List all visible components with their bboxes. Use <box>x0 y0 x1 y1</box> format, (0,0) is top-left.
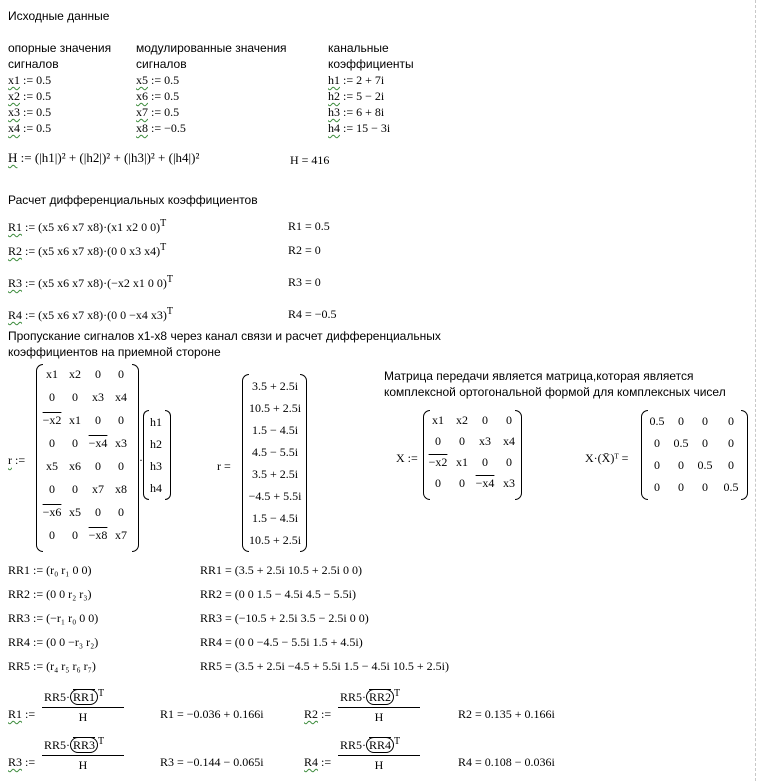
num-rr5: RR5· <box>44 738 71 752</box>
X-matrix-cell: x2 <box>456 413 468 427</box>
mod_signals-row <box>136 72 179 88</box>
mod_signals-row <box>136 88 179 104</box>
var-value: −0.5 <box>164 121 186 135</box>
heading-pass-2: коэффициентов на приемной стороне <box>8 345 221 359</box>
ref_signals-row <box>8 72 51 88</box>
var-value: 0.5 <box>36 89 52 103</box>
assign-op: := <box>321 707 332 721</box>
r-matrix-cell: x2 <box>69 367 81 381</box>
var-value: 15 − 3i <box>356 121 391 135</box>
diff-coeff-row <box>8 240 166 259</box>
RR-definition <box>8 610 98 626</box>
channel_coeffs-row <box>328 104 384 120</box>
var-name: x3 <box>8 105 20 119</box>
assign-op: := <box>343 89 354 103</box>
heading-input-data: Исходные данные <box>8 9 110 23</box>
col-ref-title-1: опорные значения <box>8 41 112 55</box>
diff-coeff-lhs: (x5 x6 x7 x8)· <box>38 244 108 258</box>
XXT-cell: 0 <box>678 458 684 472</box>
assign-op: := <box>321 755 332 769</box>
RR-def: (0 0 r₂ r₃) <box>46 587 92 601</box>
h-vector-cell: h2 <box>150 437 162 451</box>
r-matrix-cell: 0 <box>49 390 55 404</box>
r-matrix-cell: x7 <box>115 528 127 542</box>
assign-op: := <box>25 276 36 290</box>
H-definition: H := (|h1|)² + (|h2|)² + (|h3|)² + (|h4|)² <box>8 150 200 165</box>
X-matrix-cell: 0 <box>459 434 465 448</box>
RR-def: (r₀ r₁ 0 0) <box>46 563 92 577</box>
r-result-cell: 1.5 − 4.5i <box>251 511 299 525</box>
final-lhs <box>8 706 35 722</box>
assign-op: := <box>343 105 354 119</box>
mod_signals-row <box>136 104 179 120</box>
ref_signals-row <box>8 120 51 136</box>
XXT-cell: 0 <box>678 480 684 494</box>
var-name: x5 <box>136 73 148 87</box>
r-matrix-cell: 0 <box>49 482 55 496</box>
diff-coeff-vec: (0 0 x3 x4) <box>107 244 161 258</box>
r-matrix-cell: 0 <box>72 482 78 496</box>
fraction-bar <box>42 707 124 708</box>
X-matrix-cell: −x4 <box>475 476 495 490</box>
var-name: x4 <box>8 121 20 135</box>
r-result-cell: 1.5 − 4.5i <box>251 423 299 437</box>
diff-coeff-row <box>8 216 166 235</box>
RR-def: (−r₁ r₀ 0 0) <box>46 611 99 625</box>
num-rr5: RR5· <box>340 690 367 704</box>
assign-op: := <box>33 611 44 625</box>
r-matrix-cell: 0 <box>118 413 124 427</box>
RR-definition <box>8 634 98 650</box>
channel_coeffs-row <box>328 120 390 136</box>
r-matrix-cell: −x2 <box>42 413 62 427</box>
r-result-cell: −4.5 + 5.5i <box>248 489 302 503</box>
heading-pass-1: Пропускание сигналов x1-x8 через канал связи и расчет дифференциальных <box>8 329 441 343</box>
final-result: R2 = 0.135 + 0.166i <box>458 707 555 721</box>
X-matrix-cell: x4 <box>503 434 515 448</box>
var-name: x2 <box>8 89 20 103</box>
X-matrix-cell: x3 <box>479 434 491 448</box>
r-matrix-label: r := <box>8 453 26 467</box>
var-value: 0.5 <box>36 73 52 87</box>
diff-coeff-vec: (−x2 x1 0 0) <box>107 276 167 290</box>
assign-op: := <box>23 121 34 135</box>
assign-op: := <box>33 635 44 649</box>
diff-coeff-vec: (x1 x2 0 0) <box>107 220 161 234</box>
r-matrix-dot: · <box>139 453 143 467</box>
assign-op: := <box>33 587 44 601</box>
num-conj: RR3 <box>70 737 98 753</box>
r-matrix-bracket-right <box>132 364 139 552</box>
XXT-cell: 0 <box>702 414 708 428</box>
final-numerator <box>44 734 104 753</box>
XXT-cell: 0.5 <box>649 414 665 428</box>
r-matrix-cell: x1 <box>46 367 58 381</box>
r-matrix-cell: 0 <box>95 413 101 427</box>
r-matrix-cell: 0 <box>49 528 55 542</box>
H-result: H = 416 <box>290 153 330 167</box>
XXT-cell: 0 <box>654 480 660 494</box>
XXT-cell: 0 <box>728 436 734 450</box>
page-edge-guide <box>755 0 757 781</box>
diff-coeff-name: R1 <box>8 220 23 234</box>
r-matrix-cell: 0 <box>118 459 124 473</box>
r-matrix-cell: 0 <box>118 505 124 519</box>
var-name: x6 <box>136 89 148 103</box>
final-result: R4 = 0.108 − 0.036i <box>458 755 555 769</box>
r-matrix-cell: x8 <box>115 482 127 496</box>
X-matrix-cell: 0 <box>435 476 441 490</box>
r-result-cell: 10.5 + 2.5i <box>248 401 302 415</box>
final-numerator <box>44 686 104 705</box>
X-matrix-cell: 0 <box>506 413 512 427</box>
XXT-cell: 0.5 <box>673 436 689 450</box>
var-value: 0.5 <box>36 121 52 135</box>
XXT-cell: 0 <box>728 458 734 472</box>
h-vector-cell: h3 <box>150 459 162 473</box>
X-matrix-cell: x1 <box>456 455 468 469</box>
X-matrix-cell: 0 <box>506 455 512 469</box>
RR-result: RR1 = (3.5 + 2.5i 10.5 + 2.5i 0 0) <box>200 563 362 577</box>
X-matrix-cell: −x2 <box>428 455 448 469</box>
var-name: h3 <box>328 105 340 119</box>
fraction-bar <box>338 755 420 756</box>
assign-op: := <box>25 220 36 234</box>
num-conj: RR1 <box>70 689 98 705</box>
r-matrix-cell: −x6 <box>42 505 62 519</box>
final-name: R4 <box>304 755 319 769</box>
diff-coeff-lhs: (x5 x6 x7 x8)· <box>38 220 108 234</box>
XXT-cell: 0.5 <box>697 458 713 472</box>
final-name: R3 <box>8 755 23 769</box>
assign-op: := <box>25 755 36 769</box>
assign-op: := <box>151 89 162 103</box>
final-result: R3 = −0.144 − 0.065i <box>160 755 264 769</box>
transpose-sup: T <box>160 242 167 253</box>
channel_coeffs-row <box>328 72 384 88</box>
var-value: 0.5 <box>36 105 52 119</box>
X-matrix-cell: x3 <box>503 476 515 490</box>
transpose-sup: T <box>394 688 401 699</box>
r-matrix-cell: 0 <box>72 390 78 404</box>
XXT-cell: 0 <box>654 458 660 472</box>
fraction-bar <box>42 755 124 756</box>
assign-op: := <box>151 105 162 119</box>
r-matrix-cell: −x4 <box>88 436 108 450</box>
assign-op: := <box>25 308 36 322</box>
RR-name: RR4 <box>8 635 31 649</box>
var-value: 0.5 <box>164 73 180 87</box>
channel_coeffs-row <box>328 88 384 104</box>
RR-name: RR1 <box>8 563 31 577</box>
RR-def: (0 0 −r₃ r₂) <box>46 635 99 649</box>
ref_signals-row <box>8 88 51 104</box>
col-mod-title-1: модулированные значения <box>136 41 287 55</box>
var-value: 0.5 <box>164 89 180 103</box>
X-matrix-label: X := <box>396 451 418 465</box>
RR-definition <box>8 562 91 578</box>
final-lhs <box>304 754 331 770</box>
XXT-cell: 0.5 <box>723 480 739 494</box>
r-result-cell: 4.5 − 5.5i <box>251 445 299 459</box>
var-value: 0.5 <box>164 105 180 119</box>
final-denominator: H <box>78 710 88 724</box>
X-matrix-cell: 0 <box>482 455 488 469</box>
fraction-bar <box>338 707 420 708</box>
XXT-cell: 0 <box>678 414 684 428</box>
heading-matrix-1: Матрица передачи является матрица,которая является <box>384 369 694 383</box>
var-name: h2 <box>328 89 340 103</box>
diff-coeff-row <box>8 272 173 291</box>
assign-op: := <box>23 89 34 103</box>
final-name: R1 <box>8 707 23 721</box>
final-result: R1 = −0.036 + 0.166i <box>160 707 264 721</box>
X-matrix-cell: 0 <box>459 476 465 490</box>
RR-result: RR4 = (0 0 −4.5 − 5.5i 1.5 + 4.5i) <box>200 635 363 649</box>
num-rr5: RR5· <box>340 738 367 752</box>
r-matrix-cell: 0 <box>72 528 78 542</box>
diff-coeff-lhs: (x5 x6 x7 x8)· <box>38 308 108 322</box>
r-matrix-cell: x7 <box>92 482 104 496</box>
assign-op: := <box>23 73 34 87</box>
diff-coeff-result: R4 = −0.5 <box>288 307 337 321</box>
r-matrix-cell: x5 <box>46 459 58 473</box>
col-mod-title-2: сигналов <box>136 57 187 71</box>
var-value: 6 + 8i <box>356 105 385 119</box>
var-name: h1 <box>328 73 340 87</box>
transpose-sup: T <box>166 274 173 285</box>
XXT-label: X·(X̄)ᵀ = <box>585 451 629 465</box>
assign-op: := <box>33 659 44 673</box>
XXT-cell: 0 <box>702 436 708 450</box>
diff-coeff-name: R3 <box>8 276 23 290</box>
heading-diff-coeffs: Расчет дифференциальных коэффициентов <box>8 193 258 207</box>
assign-op: := <box>343 121 354 135</box>
final-lhs <box>304 706 331 722</box>
r-matrix-cell: x5 <box>69 505 81 519</box>
assign-op: := <box>151 73 162 87</box>
r-result-cell: 3.5 + 2.5i <box>251 467 299 481</box>
r-result-cell: 10.5 + 2.5i <box>248 533 302 547</box>
var-name: x8 <box>136 121 148 135</box>
r-matrix-cell: 0 <box>95 505 101 519</box>
var-name: x7 <box>136 105 148 119</box>
assign-op: := <box>33 563 44 577</box>
RR-result: RR2 = (0 0 1.5 − 4.5i 4.5 − 5.5i) <box>200 587 356 601</box>
r-result-label: r = <box>217 459 231 473</box>
assign-op: := <box>25 707 36 721</box>
diff-coeff-name: R4 <box>8 308 23 322</box>
r-matrix-cell: −x8 <box>88 528 108 542</box>
r-matrix-cell: x4 <box>115 390 127 404</box>
transpose-sup: T <box>160 218 167 229</box>
r-matrix-cell: x1 <box>69 413 81 427</box>
col-chan-title-2: коэффициенты <box>328 57 414 71</box>
h-vector-cell: h1 <box>150 415 162 429</box>
diff-coeff-row <box>8 304 173 323</box>
RR-name: RR2 <box>8 587 31 601</box>
RR-definition <box>8 658 96 674</box>
final-denominator: H <box>78 758 88 772</box>
diff-coeff-result: R2 = 0 <box>288 243 321 257</box>
transpose-sup: T <box>98 736 105 747</box>
col-ref-title-2: сигналов <box>8 57 59 71</box>
RR-name: RR5 <box>8 659 31 673</box>
num-rr5: RR5· <box>44 690 71 704</box>
assign-op: := <box>23 105 34 119</box>
diff-coeff-vec: (0 0 −x4 x3) <box>107 308 167 322</box>
r-matrix-cell: 0 <box>118 367 124 381</box>
var-value: 5 − 2i <box>356 89 385 103</box>
transpose-sup: T <box>166 306 173 317</box>
RR-definition <box>8 586 91 602</box>
final-denominator: H <box>374 710 384 724</box>
r-result-cell: 3.5 + 2.5i <box>251 379 299 393</box>
diff-coeff-result: R3 = 0 <box>288 275 321 289</box>
diff-coeff-result: R1 = 0.5 <box>288 219 330 233</box>
r-matrix-cell: 0 <box>95 459 101 473</box>
ref_signals-row <box>8 104 51 120</box>
XXT-cell: 0 <box>654 436 660 450</box>
XXT-cell: 0 <box>702 480 708 494</box>
X-matrix-cell: 0 <box>435 434 441 448</box>
transpose-sup: T <box>394 736 401 747</box>
final-numerator <box>340 686 400 705</box>
r-matrix-cell: x6 <box>69 459 81 473</box>
heading-matrix-2: комплексной ортогональной формой для комплексных чисел <box>384 385 726 399</box>
assign-op: := <box>25 244 36 258</box>
r-matrix-cell: 0 <box>72 436 78 450</box>
r-matrix-cell: 0 <box>95 367 101 381</box>
var-value: 2 + 7i <box>356 73 385 87</box>
num-conj: RR4 <box>366 737 394 753</box>
h-vector-cell: h4 <box>150 481 162 495</box>
assign-op: := <box>151 121 162 135</box>
transpose-sup: T <box>98 688 105 699</box>
final-name: R2 <box>304 707 319 721</box>
var-name: h4 <box>328 121 340 135</box>
RR-def: (r₄ r₅ r₆ r₇) <box>46 659 96 673</box>
col-chan-title-1: канальные <box>328 41 389 55</box>
assign-op: := <box>343 73 354 87</box>
mod_signals-row <box>136 120 186 136</box>
X-matrix-cell: x1 <box>432 413 444 427</box>
var-name: x1 <box>8 73 20 87</box>
XXT-cell: 0 <box>728 414 734 428</box>
final-numerator <box>340 734 400 753</box>
num-conj: RR2 <box>366 689 394 705</box>
diff-coeff-lhs: (x5 x6 x7 x8)· <box>38 276 108 290</box>
diff-coeff-name: R2 <box>8 244 23 258</box>
r-matrix-cell: x3 <box>92 390 104 404</box>
final-lhs <box>8 754 35 770</box>
X-matrix-cell: 0 <box>482 413 488 427</box>
r-matrix-cell: x3 <box>115 436 127 450</box>
RR-name: RR3 <box>8 611 31 625</box>
final-denominator: H <box>374 758 384 772</box>
RR-result: RR5 = (3.5 + 2.5i −4.5 + 5.5i 1.5 − 4.5i 10.5 + 2.5i) <box>200 659 449 673</box>
RR-result: RR3 = (−10.5 + 2.5i 3.5 − 2.5i 0 0) <box>200 611 369 625</box>
r-matrix-cell: 0 <box>49 436 55 450</box>
